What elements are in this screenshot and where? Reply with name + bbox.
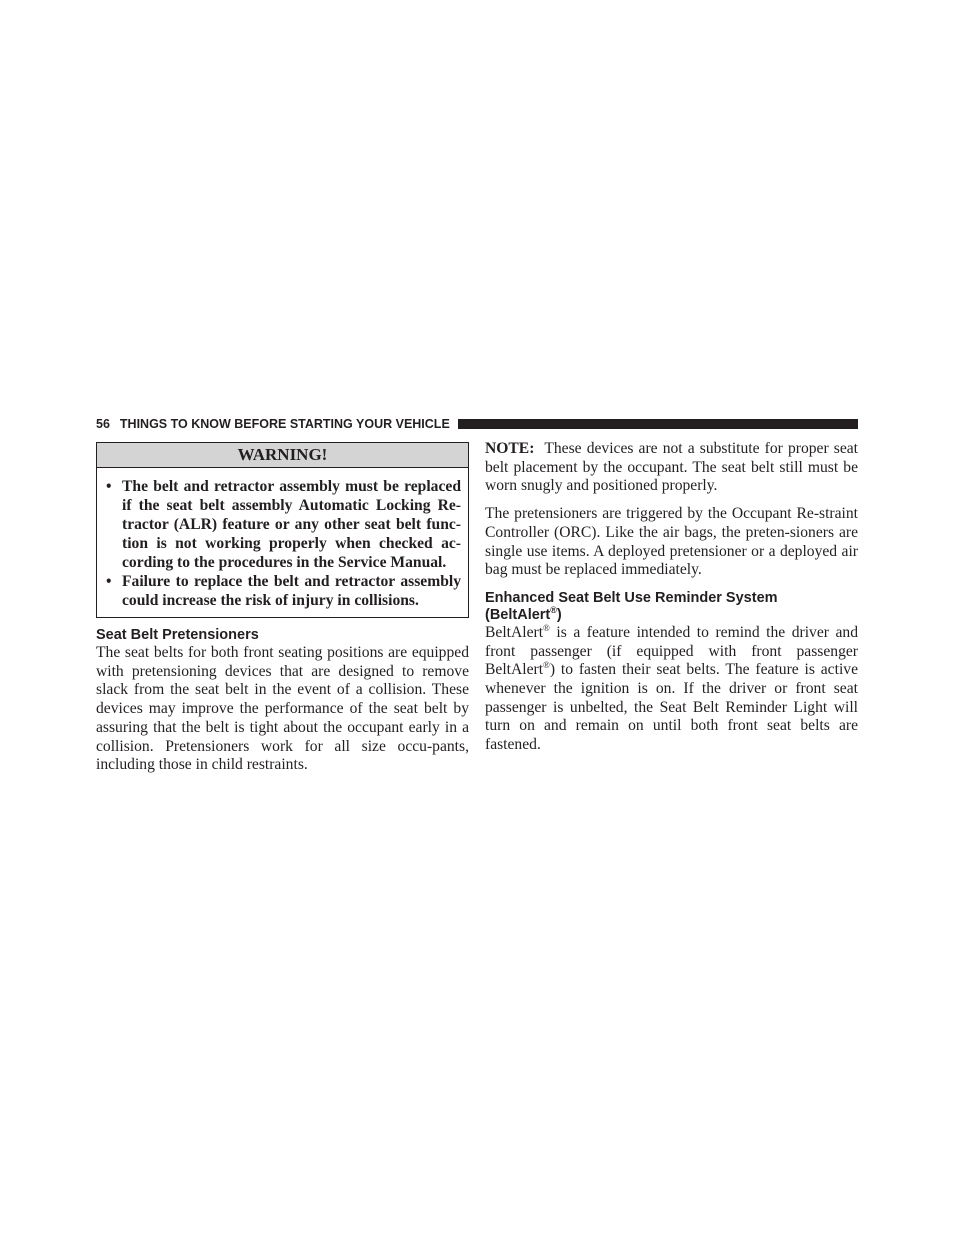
beltalert-text: BeltAlert [485, 623, 544, 641]
orc-paragraph: The pretensioners are triggered by the Occupant Re-straint Controller (ORC). Like the air bags, the preten-sioners are single use items. A deployed pretensioner or a deployed air bag must be replaced immediately. [485, 505, 858, 579]
warning-box [96, 442, 469, 618]
bullet-icon: • [106, 478, 112, 495]
registered-mark: ® [543, 660, 550, 671]
warning-title: WARNING! [97, 443, 468, 468]
warning-item-text: The belt and retractor assembly must be replaced if the seat belt assembly Automatic Locking Re-tractor (ALR) feature or any other seat belt func-tion is not working properly when checked ac-cording to the procedures in the Service Manual. [122, 478, 461, 571]
beltalert-heading-close: ) [556, 606, 562, 623]
left-column [96, 440, 469, 775]
registered-mark: ® [543, 622, 550, 633]
header-rule [458, 419, 858, 429]
beltalert-paragraph [485, 624, 858, 755]
warning-list [97, 468, 468, 617]
beltalert-heading-text: Enhanced Seat Belt Use Reminder System (BeltAlert [485, 589, 778, 623]
pretensioners-paragraph: The seat belts for both front seating positions are equipped with pretensioning devices that are designed to remove slack from the seat belt in the event of a collision. These devices may improve the performance of the seat belt by assuring that the belt is tight about the occupant early in a collision. Pretensioners work for all size occu-pants, including those in child restraints. [96, 644, 469, 774]
page-header [96, 417, 858, 431]
warning-item [104, 477, 461, 572]
note-text: These devices are not a substitute for proper seat belt placement by the occupant. The seat belt still must be worn snugly and positioned properly. [485, 440, 859, 495]
page-number: 56 [96, 417, 110, 431]
warning-item-text: Failure to replace the belt and retractor assembly could increase the risk of injury in collisions. [122, 573, 461, 609]
section-title: THINGS TO KNOW BEFORE STARTING YOUR VEHICLE [119, 417, 450, 431]
beltalert-text: is a feature intended to remind the driver and front passenger (if equipped with front passenger BeltAlert [485, 623, 858, 679]
warning-item [104, 572, 461, 610]
note-paragraph [485, 440, 858, 496]
right-column [485, 440, 858, 755]
note-label: NOTE: [485, 440, 535, 457]
registered-mark: ® [550, 605, 557, 616]
bullet-icon: • [106, 573, 112, 590]
pretensioners-heading: Seat Belt Pretensioners [96, 627, 259, 643]
beltalert-text: ) to fasten their seat belts. The feature is active whenever the ignition is on. If the driver or front seat passenger is unbelted, the Seat Belt Reminder Light will turn on and remain on until both front seat belts are fastened. [485, 661, 858, 754]
beltalert-heading [485, 590, 858, 624]
